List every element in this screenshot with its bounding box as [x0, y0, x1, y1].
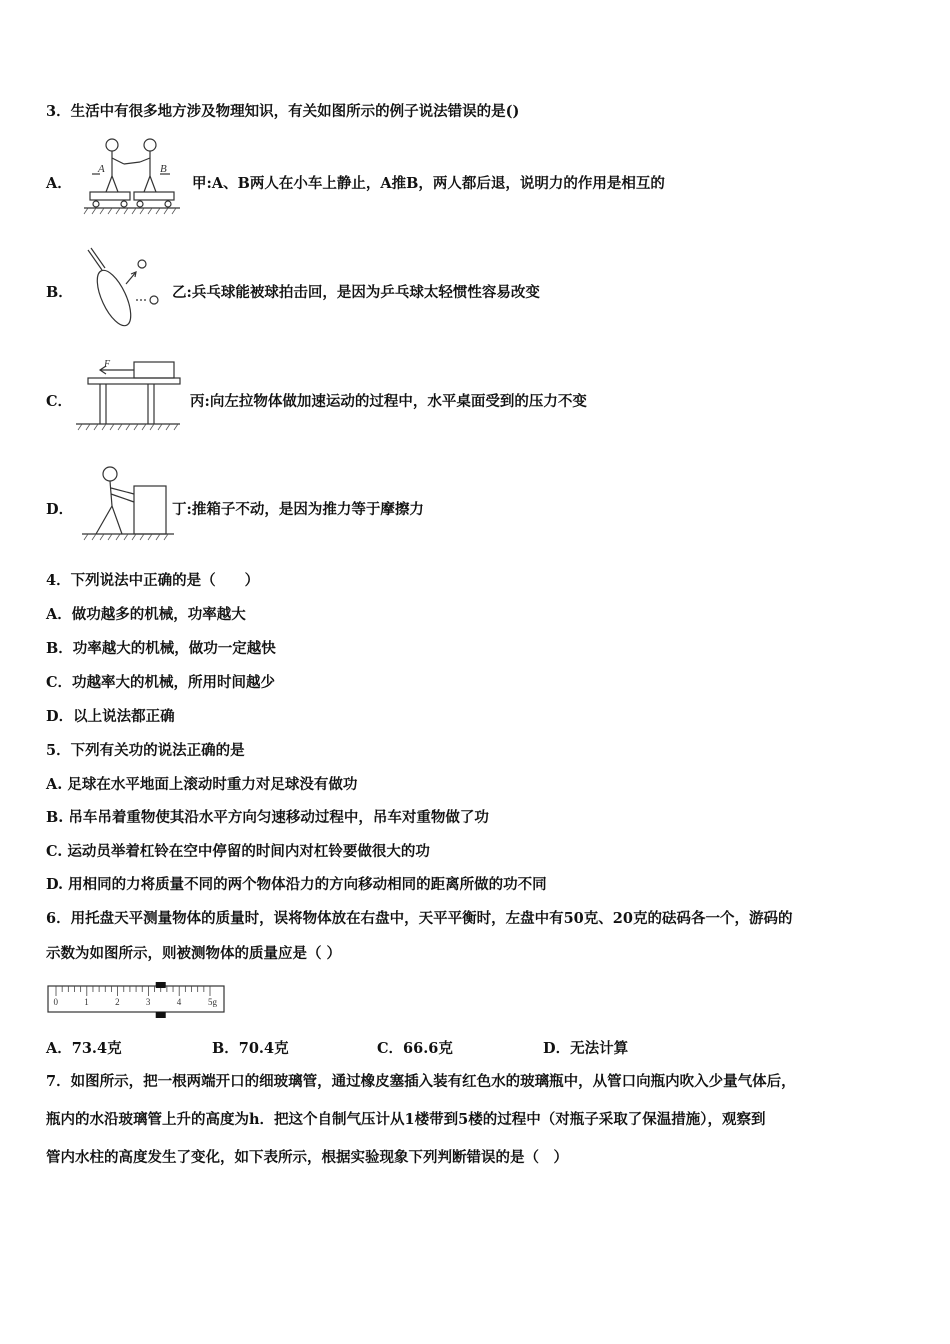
q4-option-a: A．做功越多的机械，功率越大 — [46, 606, 246, 623]
scale-label: 0 — [53, 997, 58, 1007]
q5-option-d: D. 用相同的力将质量不同的两个物体沿力的方向移动相同的距离所做的功不同 — [46, 876, 547, 893]
q6-option-a: A．73.4克 — [46, 1040, 122, 1057]
rider-top-marker — [156, 982, 166, 988]
q3-option-d-label: D． — [46, 501, 74, 518]
q3-option-b-label: B． — [46, 284, 73, 301]
q3-option-c-label: C． — [46, 393, 73, 410]
person-b-label: B — [160, 163, 167, 175]
push-box-figure — [78, 462, 178, 546]
q5-option-c: C. 运动员举着杠铃在空中停留的时间内对杠铃要做很大的功 — [46, 843, 430, 860]
q4-option-c: C．功越率大的机械，所用时间越少 — [46, 674, 276, 691]
q5-option-b: B. 吊车吊着重物使其沿水平方向匀速移动过程中，吊车对重物做了功 — [46, 809, 489, 826]
q6-stem-line1: 6．用托盘天平测量物体的质量时，误将物体放在右盘中，天平平衡时，左盘中有50克、20克的砝码各一个，游码的 — [46, 910, 793, 927]
q7-line3: 管内水柱的高度发生了变化，如下表所示，根据实验现象下列判断错误的是（ ） — [46, 1149, 568, 1166]
q3-option-b-text: 乙:兵乓球能被球拍击回，是因为乒乓球太轻惯性容易改变 — [172, 284, 540, 301]
q7-line2: 瓶内的水沿玻璃管上升的高度为h．把这个自制气压计从1楼带到5楼的过程中（对瓶子采取了保温措施），观察到 — [46, 1111, 766, 1128]
force-f-label: F — [104, 359, 111, 370]
q6-stem-line2: 示数为如图所示，则被测物体的质量应是（ ） — [46, 945, 342, 962]
balance-rider-scale-figure — [46, 980, 230, 1022]
q3-option-a-text: 甲:A、B两人在小车上静止，A推B，两人都后退，说明力的作用是相互的 — [192, 175, 665, 192]
scale-label: 3 — [145, 997, 151, 1007]
scale-label: 5g — [208, 997, 217, 1007]
q4-option-d: D．以上说法都正确 — [46, 708, 175, 725]
q3-option-c-text: 丙:向左拉物体做加速运动的过程中，水平桌面受到的压力不变 — [190, 393, 587, 410]
q7-line1: 7．如图所示，把一根两端开口的细玻璃管，通过橡皮塞插入装有红色水的玻璃瓶中，从管口向瓶内吹入少量气体后， — [46, 1073, 796, 1090]
q3-option-d-text: 丁:推箱子不动，是因为推力等于摩擦力 — [172, 501, 424, 518]
scale-label: 4 — [176, 997, 182, 1007]
two-people-on-carts-figure — [80, 134, 182, 222]
table-pull-figure — [72, 356, 184, 434]
q6-option-d: D．无法计算 — [543, 1040, 629, 1057]
rider-bottom-marker — [156, 1012, 166, 1018]
q5-option-a: A. 足球在水平地面上滚动时重力对足球没有做功 — [46, 776, 358, 793]
q6-option-b: B．70.4克 — [212, 1040, 289, 1057]
q3-stem: 3．生活中有很多地方涉及物理知识，有关如图所示的例子说法错误的是() — [46, 103, 520, 120]
q6-option-c: C．66.6克 — [377, 1040, 453, 1057]
scale-label: 1 — [84, 997, 89, 1007]
q4-stem: 4．下列说法中正确的是（ ） — [46, 572, 260, 589]
q3-option-a-label: A． — [46, 175, 72, 192]
q4-option-b: B．功率越大的机械，做功一定越快 — [46, 640, 276, 657]
ping-pong-racket-figure — [80, 244, 170, 334]
scale-label: 2 — [115, 997, 120, 1007]
q5-stem: 5．下列有关功的说法正确的是 — [46, 742, 245, 759]
person-a-label: A — [98, 163, 105, 175]
